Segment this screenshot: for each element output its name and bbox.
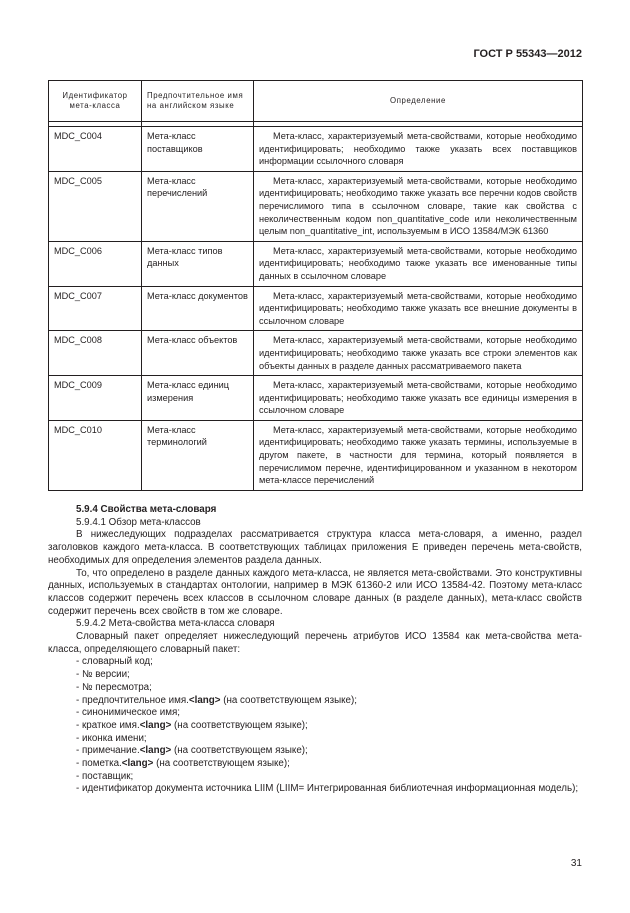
- table-row: [49, 376, 583, 421]
- list-item-text: (на соответствующем языке);: [171, 719, 308, 731]
- list-item: [48, 745, 582, 758]
- list-item: - № пересмотра;: [76, 681, 152, 693]
- row-definition: Мета-класс, характеризуемый мета-свойствами, которые необходимо идентифицировать; необходимо также указать термины, используемые в другом пакете, в частности для термина, который появляется в перечислимом перечне, идентифицированном и указанном в некотором мета-классе перечислений: [254, 420, 583, 490]
- list-item-text: - пометка.: [76, 758, 122, 770]
- header-identifier: Идентификатор мета-класса: [49, 81, 142, 122]
- paragraph: В нижеследующих подразделах рассматривается структура класса мета-словаря, а именно, раздел заголовков каждого мета-класса. В соответствующих таблицах приложения Е приведен перечень мета-свойств, необходимых для определения элементов раздела данных.: [48, 529, 582, 566]
- lang-tag: <lang>: [139, 745, 172, 757]
- list-item-text: (на соответствующем языке);: [171, 745, 308, 757]
- list-item: [48, 695, 582, 708]
- row-definition: Мета-класс, характеризуемый мета-свойствами, которые необходимо идентифицировать; необходимо также указать все единицы измерения в ссылочном словаре: [254, 376, 583, 421]
- list-item-text: - краткое имя.: [76, 719, 140, 731]
- metaclass-table: [48, 80, 583, 491]
- row-id: MDC_C008: [49, 331, 142, 376]
- row-id: MDC_C004: [49, 127, 142, 172]
- row-definition: Мета-класс, характеризуемый мета-свойствами, которые необходимо идентифицировать; необходимо также указать всех поставщиков информации ссылочного словаря: [254, 127, 583, 172]
- row-name: Мета-класс единиц измерения: [142, 376, 254, 421]
- row-id: MDC_C009: [49, 376, 142, 421]
- list-item: - идентификатор документа источника LIIM (LIIM= Интегрированная библиотечная информационная модель);: [76, 783, 579, 795]
- table-row: [49, 286, 583, 331]
- subsection-title: 5.9.4.2 Мета-свойства мета-класса словаря: [76, 618, 275, 630]
- row-definition: Мета-класс, характеризуемый мета-свойствами, которые необходимо идентифицировать; необходимо также указать все строки элементов как объекты данных в разделе данных рассматриваемого пакета: [254, 331, 583, 376]
- list-item: - синонимическое имя;: [76, 707, 181, 719]
- lang-tag: <lang>: [188, 694, 221, 706]
- row-id: MDC_C010: [49, 420, 142, 490]
- row-name: Мета-класс терминологий: [142, 420, 254, 490]
- row-id: MDC_C007: [49, 286, 142, 331]
- standard-header: ГОСТ Р 55343—2012: [473, 48, 582, 60]
- row-definition: Мета-класс, характеризуемый мета-свойствами, которые необходимо идентифицировать; необходимо также указать все именованные типы данных в ссылочном словаре: [254, 241, 583, 286]
- list-item-text: - предпочтительное имя.: [76, 694, 189, 706]
- list-item: [48, 720, 582, 733]
- list-item: - словарный код;: [76, 656, 153, 668]
- paragraph: То, что определено в разделе данных каждого мета-класса, не является мета-свойствами. Это конструктивны данных, используемых в стандартах онтологии, например в МЭК 61360-2 или ИСО 13584-42. Поэтому мета-класс классов содержит перечень всех классов в ссылочном словаре данных (в разделе данных), мета-класс свойств содержит перечень всех свойств в том же словаре.: [48, 567, 582, 617]
- section-title: 5.9.4 Свойства мета-словаря: [76, 504, 217, 515]
- row-name: Мета-класс объектов: [142, 331, 254, 376]
- table-header-row: [49, 81, 583, 122]
- row-definition: Мета-класс, характеризуемый мета-свойствами, которые необходимо идентифицировать; необходимо также указать все перечни кодов свойств перечислимого типа в ссылочном словаре, такие как свойства с неколичественным кодом non_quantitative_code или неколичественным целым non_quantitative_int, используемым в ИСО 13584/МЭК 61360: [254, 171, 583, 241]
- table-row: [49, 127, 583, 172]
- table-row: [49, 420, 583, 490]
- body-text: [48, 504, 582, 796]
- lang-tag: <lang>: [139, 719, 172, 731]
- row-id: MDC_C006: [49, 241, 142, 286]
- list-item-text: (на соответствующем языке);: [220, 694, 357, 706]
- lang-tag: <lang>: [121, 758, 154, 770]
- table-row: [49, 331, 583, 376]
- header-definition: Определение: [254, 81, 583, 122]
- row-name: Мета-класс поставщиков: [142, 127, 254, 172]
- header-preferred-name: Предпочтительное имя на английском языке: [142, 81, 254, 122]
- list-item: - иконка имени;: [76, 732, 147, 744]
- page-number: 31: [570, 858, 582, 869]
- row-name: Мета-класс перечислений: [142, 171, 254, 241]
- list-item: - № версии;: [76, 669, 130, 681]
- row-name: Мета-класс документов: [142, 286, 254, 331]
- list-item-text: - примечание.: [76, 745, 140, 757]
- row-id: MDC_C005: [49, 171, 142, 241]
- list-item: - поставщик;: [76, 770, 134, 782]
- paragraph: Словарный пакет определяет нижеследующий перечень атрибутов ИСО 13584 как мета-свойства мета-класса, определяющего словарный пакет:: [48, 631, 582, 655]
- row-definition: Мета-класс, характеризуемый мета-свойствами, которые необходимо идентифицировать; необходимо также указать все внешние документы в ссылочном словаре: [254, 286, 583, 331]
- table-row: [49, 171, 583, 241]
- row-name: Мета-класс типов данных: [142, 241, 254, 286]
- subsection-title: 5.9.4.1 Обзор мета-классов: [76, 516, 201, 528]
- list-item: [48, 758, 582, 771]
- list-item-text: (на соответствующем языке);: [153, 758, 290, 770]
- table-row: [49, 241, 583, 286]
